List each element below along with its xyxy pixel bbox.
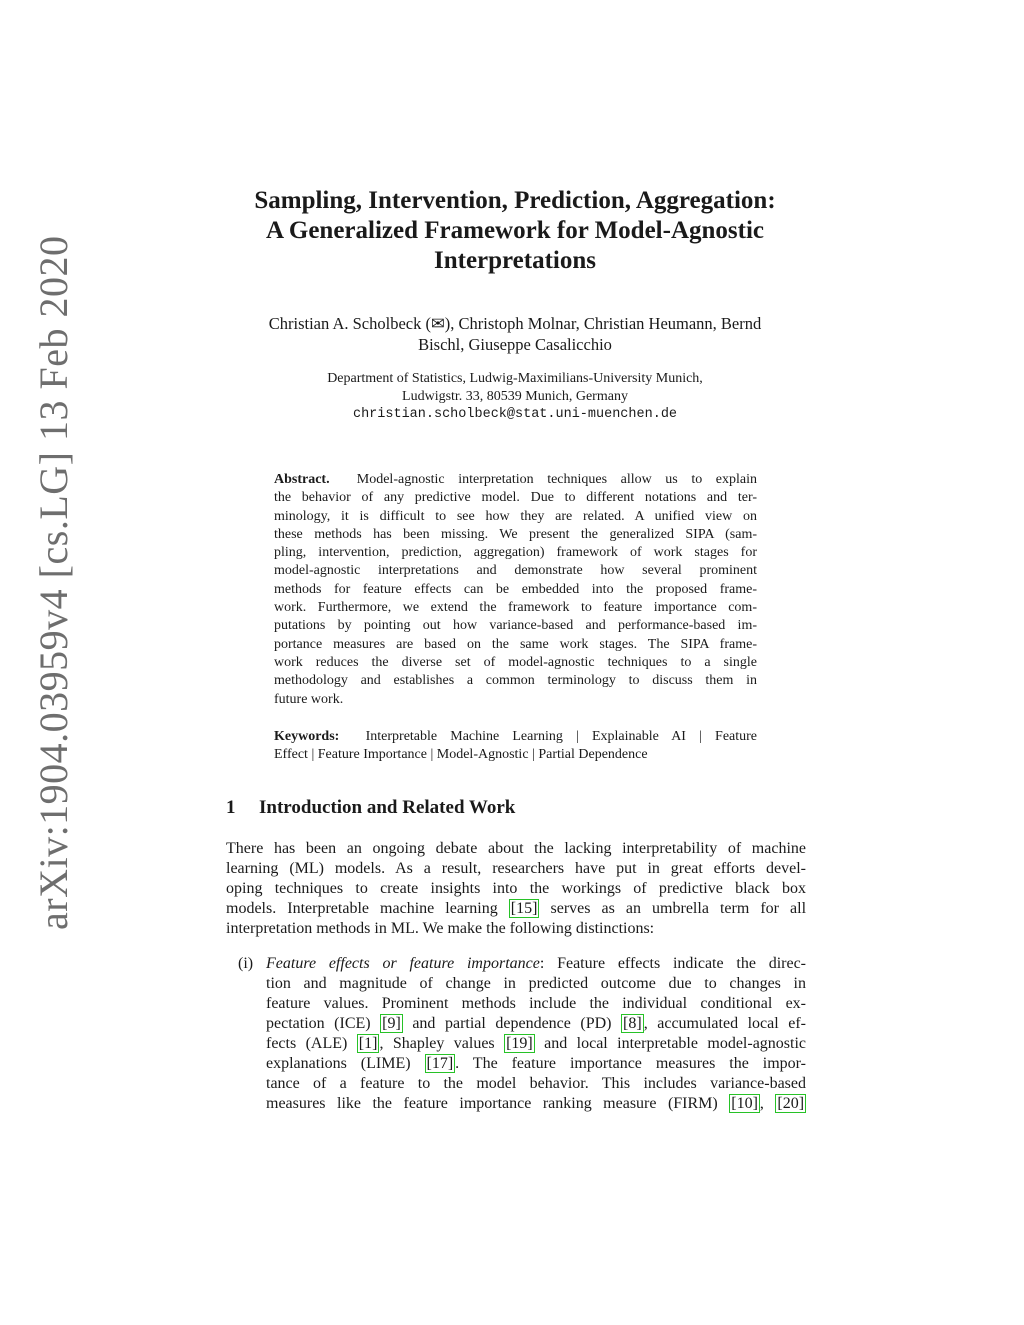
paragraph-line: models. Interpretable machine learning [15] serves as an umbrella term for all: [226, 900, 807, 917]
affiliation-line-1: Department of Statistics, Ludwig-Maximilians-University Munich,: [327, 371, 703, 386]
list-term: Feature effects or feature importance: [266, 955, 540, 972]
affiliation: [260, 370, 770, 424]
abstract-line: putations by pointing out how variance-based and performance-based im-: [274, 618, 757, 634]
keywords-line-2: Effect | Feature Importance | Model-Agnostic | Partial Dependence: [274, 747, 648, 763]
list-line: measures like the feature importance ranking measure (FIRM) [10] , [20]: [266, 1095, 805, 1112]
abstract-line: work reduces the diverse set of model-agnostic techniques to a single: [274, 654, 757, 670]
list-item: [226, 954, 806, 1114]
list-item-content: [266, 954, 806, 1114]
arxiv-identifier: arXiv:1904.03959v4 [cs.LG] 13 Feb 2020: [31, 235, 76, 930]
keywords: [274, 728, 757, 765]
citation-link[interactable]: [8]: [623, 1015, 642, 1032]
citation-link[interactable]: [19]: [506, 1035, 533, 1052]
abstract-label: Abstract.: [274, 472, 330, 487]
section-title: Introduction and Related Work: [259, 797, 516, 818]
keywords-line-1: Keywords: Interpretable Machine Learning | Explainable AI | Feature: [274, 729, 758, 744]
abstract-line: methodology and establishes a common terminology to discuss them in: [274, 673, 757, 689]
citation-link[interactable]: [20]: [777, 1095, 805, 1112]
list-line: fects (ALE) [1] , Shapley values [19] and local interpretable model-agnostic: [266, 1035, 807, 1052]
citation-link[interactable]: [17]: [426, 1055, 454, 1072]
citation-link[interactable]: [15]: [510, 900, 538, 917]
abstract-line: model-agnostic interpretations and demonstrate how several prominent: [274, 563, 757, 579]
title-line-3: Interpretations: [433, 247, 597, 274]
abstract-line: work. Furthermore, we extend the framework to feature importance com-: [274, 600, 757, 616]
citation-link[interactable]: [9]: [382, 1015, 401, 1032]
abstract-line: pling, intervention, prediction, aggregation) framework of work stages for: [274, 545, 757, 561]
list-label: (i): [238, 955, 254, 972]
authors-line-2: Bischl, Giuseppe Casalicchio: [418, 335, 612, 354]
affiliation-line-2: Ludwigstr. 33, 80539 Munich, Germany: [402, 389, 628, 404]
list-line: explanations (LIME) [17] . The feature importance measures the impor-: [266, 1055, 807, 1072]
paper-title: [200, 186, 830, 276]
citation-link[interactable]: [1]: [358, 1035, 378, 1052]
list-line: tance of a feature to the model behavior. This includes variance-based: [266, 1075, 806, 1092]
intro-paragraph: [226, 839, 806, 939]
paragraph-line: oping techniques to create insights into the workings of predictive black box: [226, 880, 806, 897]
author-email[interactable]: christian.scholbeck@stat.uni-muenchen.de: [352, 407, 678, 422]
paragraph-line: interpretation methods in ML. We make the following distinctions:: [226, 920, 655, 937]
authors-line-1: Christian A. Scholbeck (✉), Christoph Molnar, Christian Heumann, Bernd: [268, 314, 762, 333]
author-list: [225, 313, 805, 355]
abstract-line: these methods has been missing. We present the generalized SIPA (sam-: [274, 526, 757, 542]
title-line-2: A Generalized Framework for Model-Agnostic: [265, 217, 765, 244]
paragraph-line: There has been an ongoing debate about the lacking interpretability of machine: [226, 840, 806, 857]
abstract-line: Abstract. Model-agnostic interpretation techniques allow us to explain: [274, 472, 757, 487]
abstract-line: portance measures are based on the same work stages. The SIPA frame-: [274, 636, 757, 652]
list-line: Feature effects or feature importance: Feature effects indicate the direc-: [266, 955, 806, 972]
abstract: [274, 471, 757, 709]
paragraph-line: learning (ML) models. As a result, researchers have put in great efforts devel-: [226, 860, 806, 877]
list-line: pectation (ICE) [9] and partial dependence (PD) [8] , accumulated local ef-: [266, 1015, 806, 1032]
abstract-line: minology, it is difficult to see how they are related. A unified view on: [274, 508, 757, 524]
abstract-line: methods for feature effects can be embedded into the proposed frame-: [274, 581, 757, 597]
section-heading: [226, 797, 515, 819]
abstract-line: the behavior of any predictive model. Due to different notations and ter-: [274, 490, 757, 506]
keywords-label: Keywords:: [274, 729, 340, 744]
title-line-1: Sampling, Intervention, Prediction, Aggregation:: [254, 187, 776, 214]
section-number: 1: [226, 797, 236, 818]
citation-link[interactable]: [10]: [731, 1095, 758, 1112]
list-line: feature values. Prominent methods include the individual conditional ex-: [266, 995, 806, 1012]
abstract-line: future work.: [274, 691, 344, 707]
list-line: tion and magnitude of change in predicted outcome due to changes in: [266, 975, 806, 992]
